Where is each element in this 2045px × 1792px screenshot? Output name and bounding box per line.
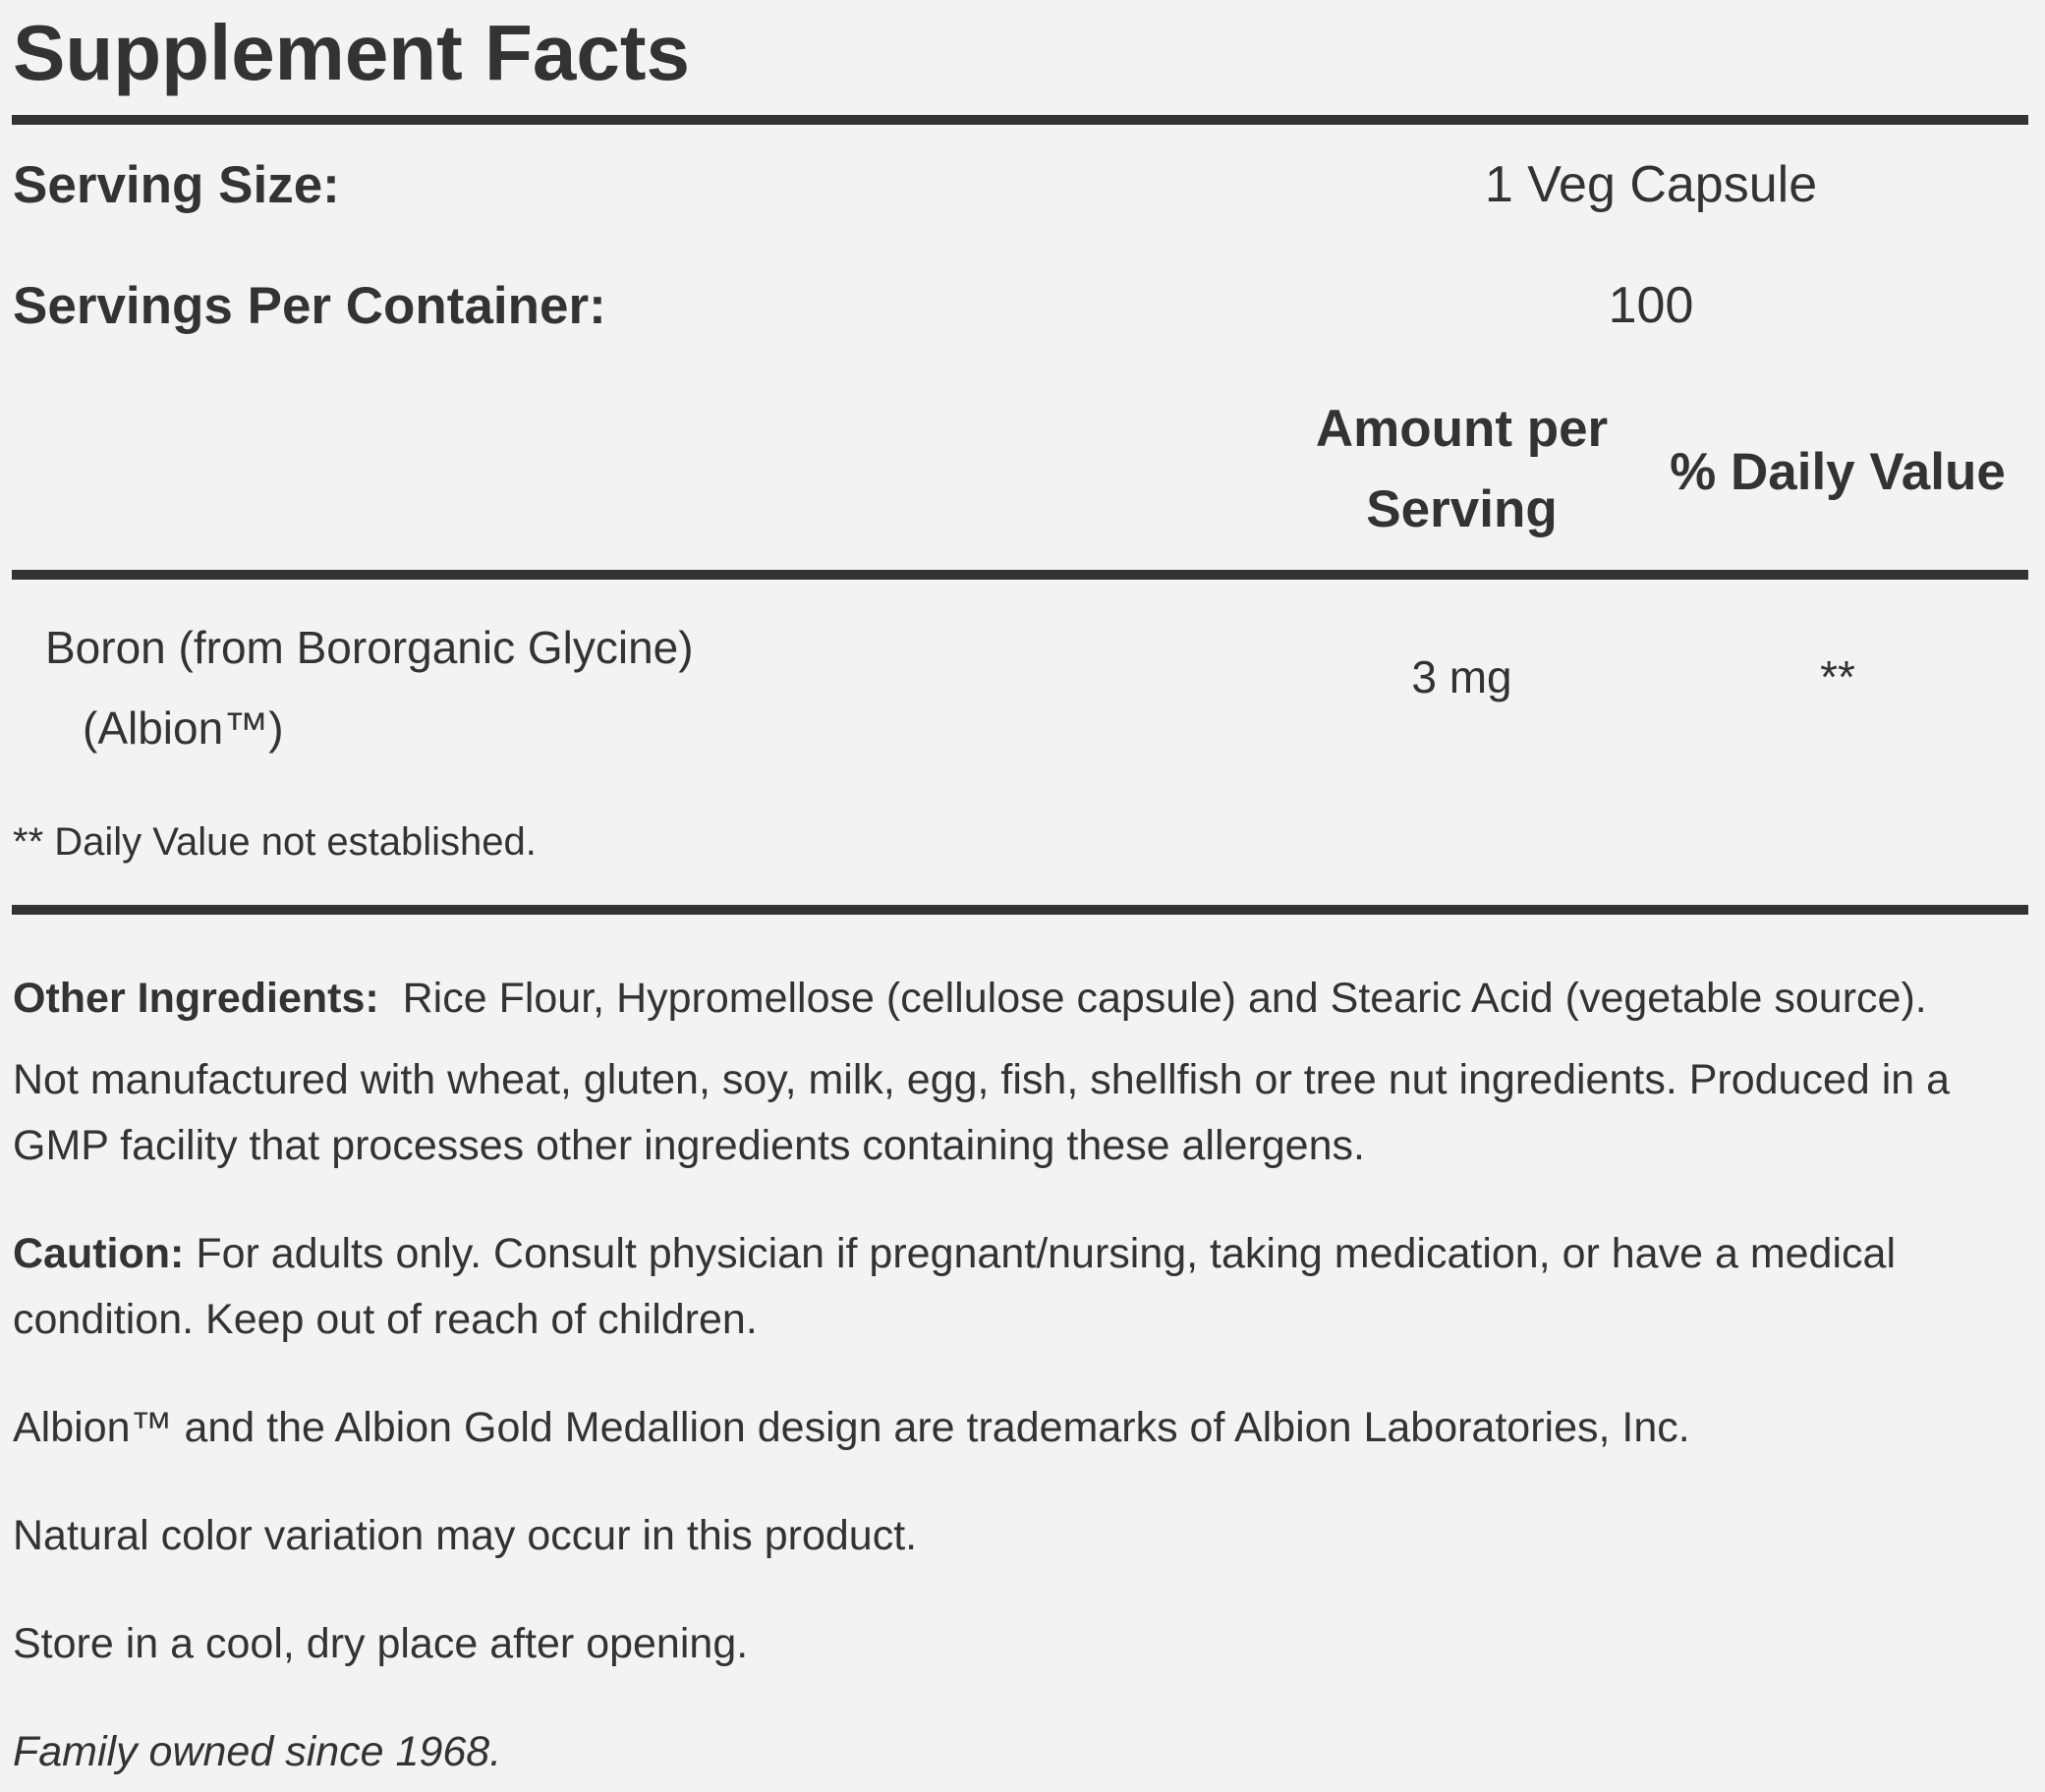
- other-ingredients-text: Rice Flour, Hypromellose (cellulose capsule) and Stearic Acid (vegetable source).: [402, 975, 1927, 1022]
- serving-size-label: Serving Size:: [13, 156, 340, 214]
- nutrient-name-line2: (Albion™): [83, 702, 284, 754]
- color-variation-note: Natural color variation may occur in this product.: [13, 1512, 918, 1559]
- daily-value-header: % Daily Value: [1670, 443, 2006, 501]
- nutrient-amount: 3 mg: [1411, 651, 1512, 702]
- daily-value-footnote: ** Daily Value not established.: [13, 820, 537, 864]
- top-divider: [12, 115, 2028, 125]
- storage-note: Store in a cool, dry place after opening.: [13, 1620, 749, 1667]
- allergen-statement: Not manufactured with wheat, gluten, soy, milk, egg, fish, shellfish or tree nut ingredients. Produced in a GMP facility that processes other ingredients containing these allergens.: [13, 1056, 1951, 1169]
- tagline: Family owned since 1968.: [13, 1728, 502, 1775]
- caution-label: Caution:: [13, 1230, 185, 1277]
- serving-size-value: 1 Veg Capsule: [1484, 156, 1818, 213]
- table-bottom-divider: [12, 905, 2028, 915]
- table-header-divider: [12, 570, 2028, 580]
- other-ingredients-label: Other Ingredients:: [13, 975, 379, 1022]
- other-ingredients: [13, 966, 2027, 1032]
- amount-per-serving-header: Amount per Serving: [1315, 400, 1609, 538]
- trademark-note: Albion™ and the Albion Gold Medallion design are trademarks of Albion Laboratories, Inc.: [13, 1404, 1690, 1451]
- nutrient-name: [45, 607, 851, 768]
- servings-per-container-value: 100: [1608, 277, 1694, 334]
- nutrient-daily-value: **: [1820, 651, 1855, 702]
- caution-text: For adults only. Consult physician if pregnant/nursing, taking medication, or have a medical condition. Keep out of reach of children.: [13, 1230, 1896, 1343]
- caution-statement: [13, 1221, 2027, 1353]
- servings-per-container-label: Servings Per Container:: [13, 277, 606, 335]
- nutrient-name-line1: Boron (from Bororganic Glycine): [45, 622, 694, 673]
- page-title: Supplement Facts: [13, 9, 691, 96]
